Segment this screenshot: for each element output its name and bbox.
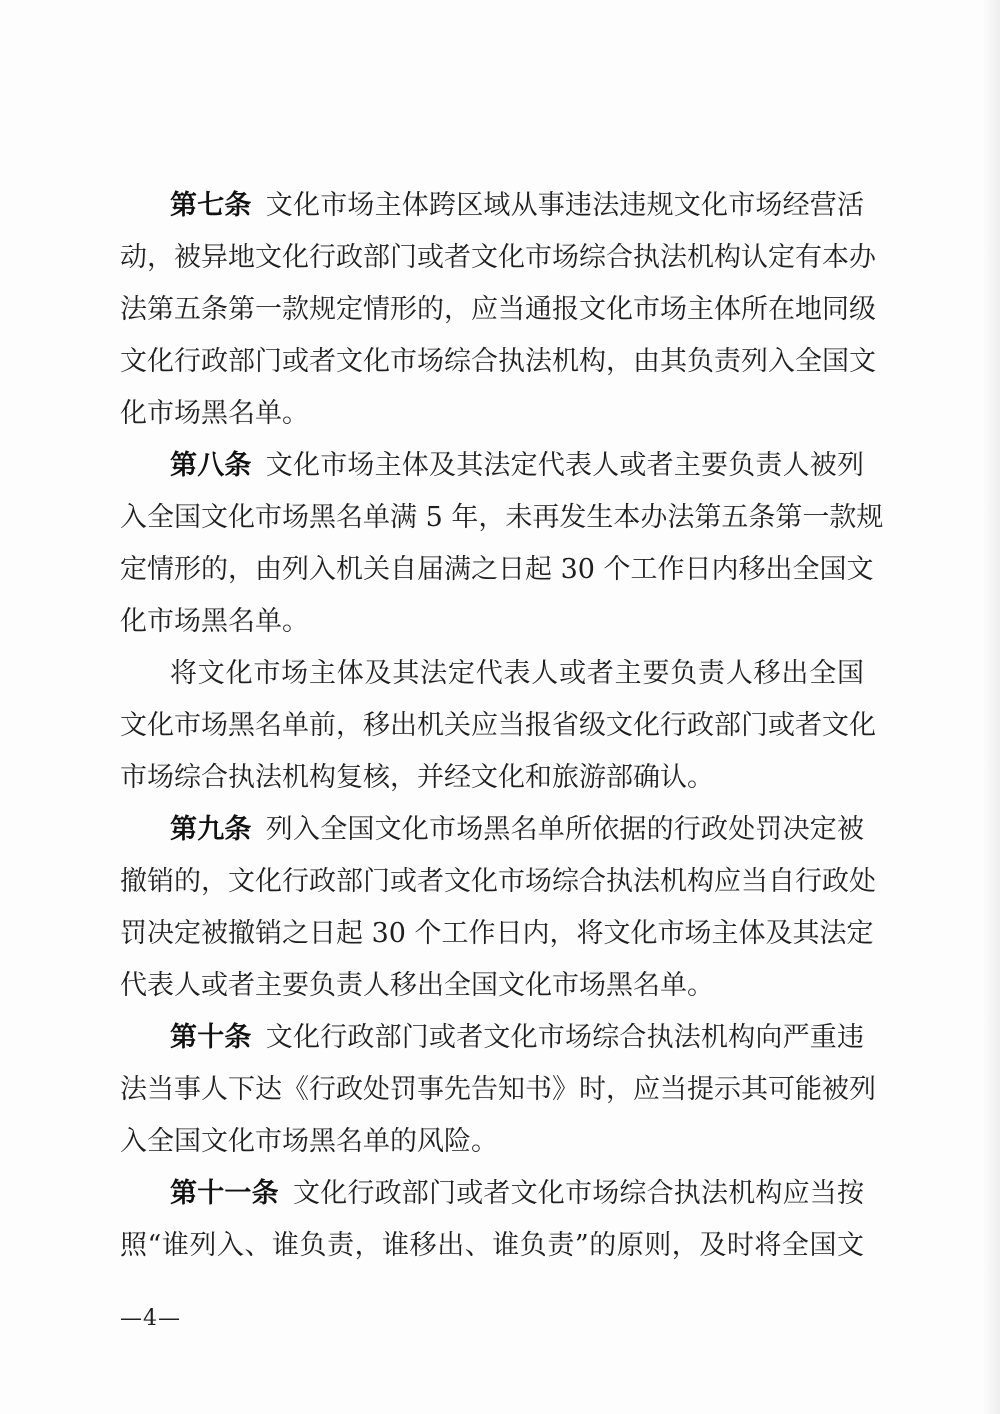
article-text: 列入全国文化市场黑名单所依据的行政处罚决定被 [265, 814, 865, 845]
article-text: 文化行政部门或者文化市场综合执法机构向严重违 [265, 1022, 865, 1053]
page-number: —4— [120, 1306, 181, 1331]
article-9-line-2: 撤销的，文化行政部门或者文化市场综合执法机构应当自行政处 [120, 866, 876, 897]
article-11-line-2: 照“谁列入、谁负责，谁移出、谁负责”的原则，及时将全国文 [120, 1230, 864, 1261]
article-heading: 第十条 [170, 1022, 252, 1053]
article-8-line-3: 定情形的，由列入机关自届满之日起 30 个工作日内移出全国文 [120, 554, 874, 585]
article-7-line-5: 化市场黑名单。 [120, 398, 309, 429]
article-8-line-1 [170, 446, 864, 486]
article-8-line-2: 入全国文化市场黑名单满 5 年，未再发生本办法第五条第一款规 [120, 502, 884, 533]
article-heading: 第七条 [170, 190, 252, 221]
article-8-para-2-line-1: 将文化市场主体及其法定代表人或者主要负责人移出全国 [170, 658, 864, 689]
article-7-line-3: 法第五条第一款规定情形的，应当通报文化市场主体所在地同级 [120, 294, 876, 325]
article-text: 文化市场主体及其法定代表人或者主要负责人被列 [265, 450, 865, 481]
article-10-line-2: 法当事人下达《行政处罚事先告知书》时，应当提示其可能被列 [120, 1074, 876, 1105]
article-7-line-4: 文化行政部门或者文化市场综合执法机构，由其负责列入全国文 [120, 346, 876, 377]
article-8-para-2-line-3: 市场综合执法机构复核，并经文化和旅游部确认。 [120, 762, 714, 793]
article-9-line-1 [170, 810, 864, 850]
article-9-line-4: 代表人或者主要负责人移出全国文化市场黑名单。 [120, 970, 714, 1001]
article-8-line-4: 化市场黑名单。 [120, 606, 309, 637]
article-7-line-2: 动，被异地文化行政部门或者文化市场综合执法机构认定有本办 [120, 242, 876, 273]
article-9-line-3: 罚决定被撤销之日起 30 个工作日内，将文化市场主体及其法定 [120, 918, 874, 949]
article-heading: 第九条 [170, 814, 252, 845]
page-edge-shadow [982, 0, 1000, 1414]
article-heading: 第八条 [170, 450, 252, 481]
article-10-line-3: 入全国文化市场黑名单的风险。 [120, 1126, 498, 1157]
article-heading: 第十一条 [170, 1178, 279, 1209]
article-text: 文化行政部门或者文化市场综合执法机构应当按 [292, 1178, 865, 1209]
article-11-line-1 [170, 1174, 864, 1214]
article-10-line-1 [170, 1018, 864, 1058]
article-text: 文化市场主体跨区域从事违法违规文化市场经营活 [265, 190, 865, 221]
article-8-para-2-line-2: 文化市场黑名单前，移出机关应当报省级文化行政部门或者文化 [120, 710, 876, 741]
article-7-line-1 [170, 186, 864, 226]
